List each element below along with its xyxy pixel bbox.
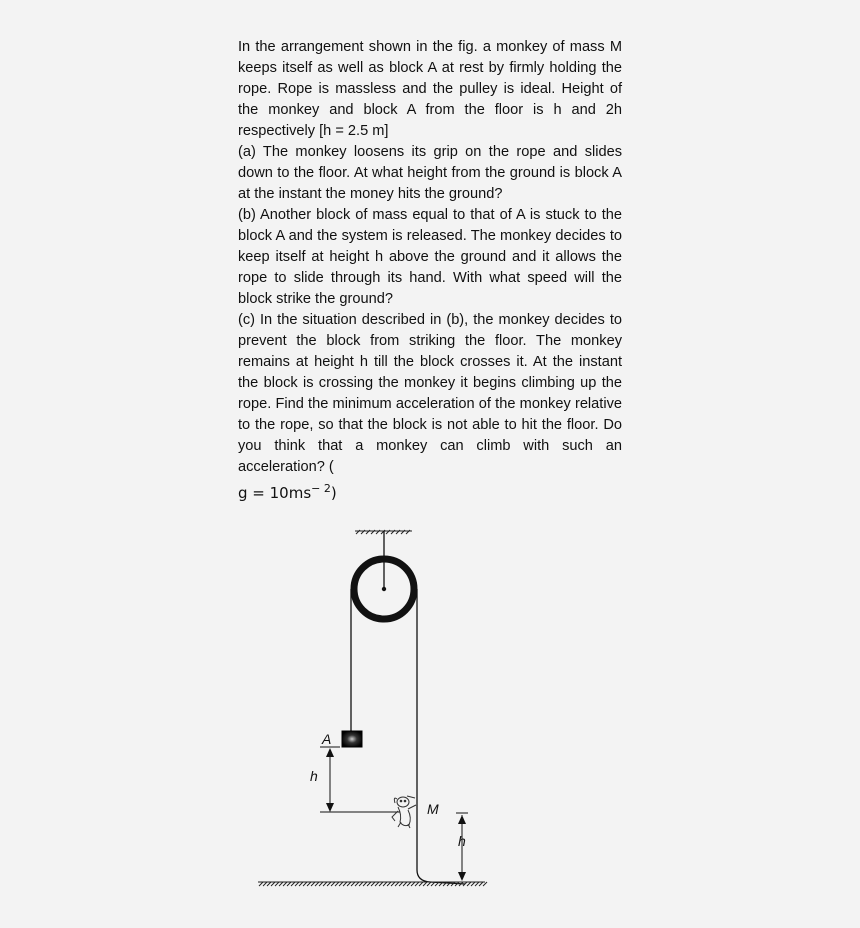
floor-tick — [371, 882, 375, 886]
label-monkey: M — [427, 801, 439, 817]
h-left-arrowhead-down — [326, 803, 334, 812]
floor-tick — [479, 882, 483, 886]
floor-tick — [471, 882, 475, 886]
floor-tick — [375, 882, 379, 886]
floor-tick — [415, 882, 419, 886]
part-a: (a) The monkey loosens its grip on the rope and slides down to the floor. At what height from the ground is block A at the instant the money hits the ground? — [238, 144, 622, 202]
floor-tick — [267, 882, 271, 886]
floor-tick — [419, 882, 423, 886]
h-right-arrowhead-up — [458, 815, 466, 824]
part-b: (b) Another block of mass equal to that of A is stuck to the block A and the system is released. The monkey decides to keep itself at height h above the ground and it allows the rope to slide through its hand. With what speed will the block strike the ground? — [238, 207, 622, 307]
floor-tick — [319, 882, 323, 886]
floor-tick — [367, 882, 371, 886]
floor-tick — [411, 882, 415, 886]
floor-tick — [475, 882, 479, 886]
floor-tick — [283, 882, 287, 886]
floor-tick — [271, 882, 275, 886]
floor-tick — [355, 882, 359, 886]
floor-tick — [303, 882, 307, 886]
floor-tick — [259, 882, 263, 886]
floor-ticks — [259, 882, 487, 886]
floor-tick — [343, 882, 347, 886]
gravity-exponent: − 2 — [311, 482, 331, 495]
floor-tick — [403, 882, 407, 886]
problem-intro: In the arrangement shown in the fig. a monkey of mass M keeps itself as well as block A at rest by firmly holding the rope. Rope is massless and the pulley is ideal. Height of the monkey and block A from the floor is h and 2h respectively [h = 2.5 m] — [238, 39, 622, 139]
floor-tick — [351, 882, 355, 886]
h-right-arrowhead-down — [458, 872, 466, 881]
floor-tick — [279, 882, 283, 886]
floor-tick — [275, 882, 279, 886]
pulley-figure — [240, 515, 500, 895]
floor-tick — [299, 882, 303, 886]
floor-tick — [295, 882, 299, 886]
floor-tick — [311, 882, 315, 886]
floor-tick — [363, 882, 367, 886]
floor-tick — [347, 882, 351, 886]
floor-tick — [287, 882, 291, 886]
floor-tick — [315, 882, 319, 886]
part-c — [238, 310, 622, 478]
pulley-axle — [382, 587, 386, 591]
floor-tick — [395, 882, 399, 886]
gravity-expr: g = 10ms — [238, 484, 312, 502]
label-h-left: h — [310, 768, 318, 784]
floor-tick — [331, 882, 335, 886]
floor-tick — [263, 882, 267, 886]
floor-tick — [427, 882, 431, 886]
floor-tick — [359, 882, 363, 886]
floor-tick — [423, 882, 427, 886]
floor-tick — [407, 882, 411, 886]
floor-tick — [387, 882, 391, 886]
floor-tick — [379, 882, 383, 886]
part-c-text: (c) In the situation described in (b), the monkey decides to prevent the block from striking the floor. The monkey remains at height h till the block crosses it. At the instant the block is crossing the monkey it begins climbing up the rope. Find the minimum acceleration of the monkey relative to the rope, so that the block is not able to hit the floor. Do you think that a monkey can climb with such an acceleration? ( — [238, 312, 622, 475]
floor-tick — [383, 882, 387, 886]
problem-text — [238, 37, 622, 504]
label-block-a: A — [322, 731, 332, 747]
h-left-arrowhead-up — [326, 748, 334, 757]
floor-tick — [467, 882, 471, 886]
floor-tick — [327, 882, 331, 886]
floor-tick — [307, 882, 311, 886]
block-a — [342, 731, 362, 747]
floor-tick — [323, 882, 327, 886]
floor-tick — [335, 882, 339, 886]
floor-tick — [291, 882, 295, 886]
gravity-line — [238, 478, 622, 504]
floor-tick — [339, 882, 343, 886]
floor-tick — [483, 882, 487, 886]
label-h-right: h — [458, 833, 466, 849]
floor-tick — [399, 882, 403, 886]
floor-tick — [391, 882, 395, 886]
gravity-close: ) — [330, 484, 337, 502]
